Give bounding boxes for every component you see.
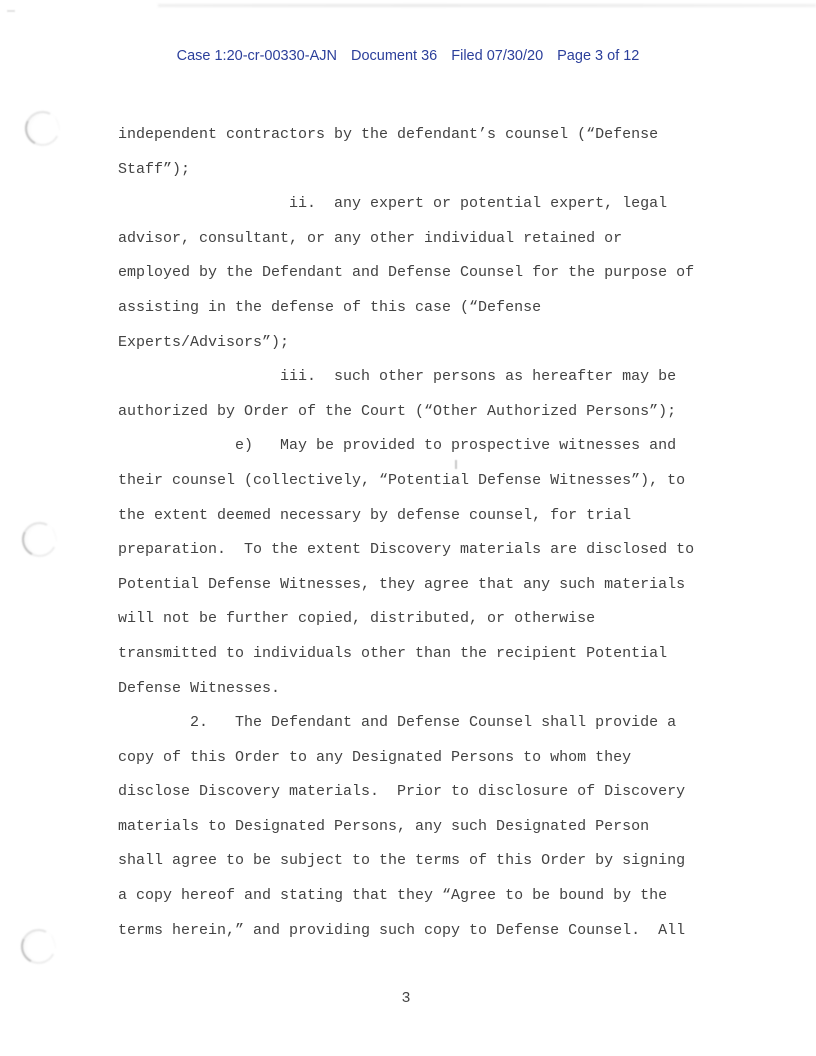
- case-stamp-header: [0, 48, 816, 64]
- text-line: shall agree to be subject to the terms of this Order by signing: [118, 852, 686, 870]
- text-line: transmitted to individuals other than the recipient Potential: [118, 644, 668, 662]
- text-line: materials to Designated Persons, any such Designated Person: [118, 817, 650, 835]
- text-line: advisor, consultant, or any other individual retained or: [118, 229, 623, 247]
- text-line: will not be further copied, distributed, or otherwise: [118, 610, 596, 628]
- text-line: copy of this Order to any Designated Persons to whom they: [118, 748, 632, 766]
- text-line: ii. any expert or potential expert, legal: [118, 195, 668, 213]
- filed-date: Filed 07/30/20: [451, 48, 544, 64]
- text-line: assisting in the defense of this case (“Defense: [118, 298, 542, 316]
- page-number: 3: [401, 990, 411, 1007]
- text-line: iii. such other persons as hereafter may be: [118, 368, 677, 386]
- case-number: Case 1:20-cr-00330-AJN: [176, 48, 337, 64]
- document-number: Document 36: [350, 48, 438, 64]
- text-line: a copy hereof and stating that they “Agree to be bound by the: [118, 887, 668, 905]
- text-line: terms herein,” and providing such copy to Defense Counsel. All: [118, 921, 686, 939]
- text-line: Experts/Advisors”);: [118, 333, 290, 351]
- scanner-corner-artifact: [7, 10, 15, 12]
- text-line: Staff”);: [118, 160, 191, 178]
- hole-punch-artifact: [17, 517, 61, 561]
- text-line: disclose Discovery materials. Prior to disclosure of Discovery: [118, 783, 686, 801]
- text-line: Potential Defense Witnesses, they agree that any such materials: [118, 575, 686, 593]
- text-line: their counsel (collectively, “Potential Defense Witnesses”), to: [118, 471, 686, 489]
- text-line: independent contractors by the defendant’s counsel (“Defense: [118, 126, 659, 143]
- scanner-edge-artifact: [158, 4, 816, 7]
- text-line: preparation. To the extent Discovery materials are disclosed to: [118, 541, 695, 559]
- hole-punch-artifact: [16, 924, 60, 968]
- page-of-stamp: Page 3 of 12: [557, 48, 640, 64]
- scan-artifact: [455, 460, 457, 469]
- hole-punch-artifact: [20, 106, 64, 150]
- text-line: employed by the Defendant and Defense Counsel for the purpose of: [118, 264, 695, 282]
- text-line: authorized by Order of the Court (“Other Authorized Persons”);: [118, 402, 677, 420]
- document-body: [118, 118, 718, 948]
- text-line: the extent deemed necessary by defense counsel, for trial: [118, 506, 632, 524]
- text-line: Defense Witnesses.: [118, 679, 281, 697]
- text-line: e) May be provided to prospective witnesses and: [118, 437, 677, 455]
- text-line: 2. The Defendant and Defense Counsel shall provide a: [118, 714, 677, 732]
